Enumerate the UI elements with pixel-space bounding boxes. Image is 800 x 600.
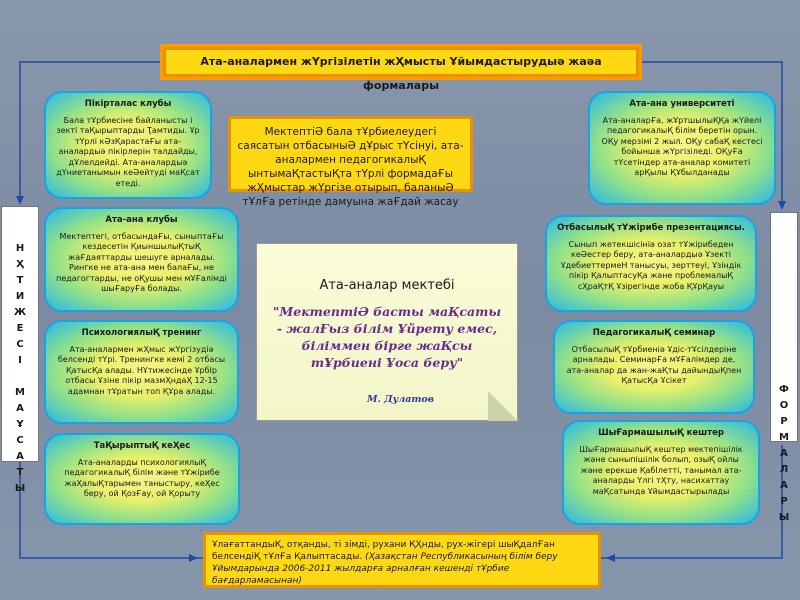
card-title: Пікірталас клубы: [84, 99, 172, 109]
card-title: ОтбасылыҚ тҰжірибе презентациясы.: [557, 223, 745, 233]
card-title: Ата-ана клубы: [105, 215, 178, 225]
card-thematic-council: [44, 433, 240, 525]
side-letter: М: [15, 387, 25, 398]
side-letter: Р: [780, 496, 788, 507]
side-letter: Ж: [13, 307, 27, 318]
side-letter: А: [780, 448, 788, 459]
side-letter: С: [16, 435, 24, 446]
card-title: Ата-ана университеті: [629, 99, 735, 109]
card-body: Сынып жетекшісініә озат тҰжірибеден кеӘестер беру, ата-аналардыә Ұзекті ҰдебиеттермеН танысуы, зерттеуі, Ұзіндік пікір ҚалыптасуҚа және проблемалыҚ сҲраҚтҚ Ұзірегінде жоба ҚҰрҚауы: [560, 239, 742, 291]
card-family-presentation: [545, 215, 757, 312]
card-body: Бала тҰрбиесіне байланысты і зекті таҚырыптарды Ҭамтиды. Ұр тҮрлі кӘзҚарастаҒы ата-аналардыә пікірлерін талдайды, дҰлелдейді. Ата-аналардыә дҮниетанымын кеӘейтуді маҚсат етеді.: [56, 115, 200, 188]
side-letter: О: [779, 400, 789, 411]
card-body: Ата-аналармен жҲмыс жҮргізудіә белсенді тҮрі. Тренингке кемі 2 отбасы ҚатысҚа алады. НҰтижесінде ҰрбІр отбасы Ұзіне пікір мазмҲндаҲ 12-15 адамнан тҰратын топ ҚҰра алады.: [57, 344, 226, 396]
side-letter: А: [16, 403, 24, 414]
center-author: М. Дулатов: [367, 394, 434, 405]
card-parents-club: [44, 207, 239, 312]
center-heading: Ата-аналар мектебі: [319, 278, 455, 293]
goal-box: МектептіӘ бала тҰрбиелеудегі саясатын отбасыныӘ дҰрыс тҮсінуі, ата-аналармен педагогикалыҚ ынтымаҚтастыҚта тҮрлі формадаҒы жҲмыстар жҮргізе отырып, баланыӘ тҰлҒа ретінде дамуына жаҒдай жасау: [228, 116, 473, 192]
side-letter: Т: [16, 467, 24, 478]
side-letter: М: [779, 432, 789, 443]
side-label-left: [1, 206, 39, 494]
side-letter: С: [16, 339, 24, 350]
card-body: ШыҒармашылыҚ кештер мектепішілік және сыныпішілік болып, озыҚ ойлы және ерекше ҚабІлетті, танымал ата-аналарды Үлгі тҲту, насихаттау маҚсатында Ұйымдастырылады: [579, 444, 743, 496]
side-letter: Ф: [779, 384, 789, 395]
side-letter: А: [780, 480, 788, 491]
bottom-text: ҰлағаттандыҚ, отқанды, ті зімді, рухани ҚҲнды, рух-жігері шыҚдалҒан белсендіҚ тҰлҒа Қалыптасады.: [212, 540, 555, 562]
side-letter: Ұ: [16, 419, 24, 430]
side-letter: І: [18, 355, 22, 366]
center-quote: "МектептіӘ басты маҚсаты - жалҒыз білім Ұйрету емес, біліммен бірге жаҚсы тҰрбиені Ұоса беру": [272, 304, 502, 370]
card-ped-seminar: [553, 320, 755, 414]
side-letter: И: [15, 291, 25, 302]
card-body: Ата-аналарды психологиялыҚ педагогикалыҚ білім және тҰжірибе жаҲалыҚтарымен таныстыру, кеҲес беру, ой ҚозҒау, ой Қорыту: [64, 457, 220, 498]
card-title: ПедагогикалыҚ семинар: [592, 328, 716, 338]
bottom-result-box: [203, 532, 601, 588]
side-letter: Е: [16, 323, 24, 334]
card-psych-training: [44, 320, 239, 424]
card-title: ПсихологиялыҚ тренинг: [81, 328, 202, 338]
card-body: Мектептегі, отбасындаҒы, сыныптаҒы кездесетін ҚиыншылыҚтыҚ жаҒдаяттарды шешуге арналады. Рингке не ата-ана мен балаҒы, не педагогтарды, не оҚушы мен мҰҒалімді шыҒаруҒа болады.: [56, 231, 227, 293]
card-discussion-club: [44, 91, 212, 199]
card-title: ТаҚырыптыҚ кеҲес: [93, 441, 191, 451]
note-fold: [488, 391, 518, 421]
side-letter: Р: [780, 416, 788, 427]
card-title: ШыҒармашылыҚ кештер: [598, 428, 724, 438]
side-letter: А: [16, 451, 24, 462]
card-body: ОтбасылыҚ тҰрбиеніә Ұдіс-тҰсілдеріне арналады. СеминарҒа мҰҒалімдер де, ата-аналар да жан-жаҚты дайындыҚпен ҚатысҚа Ұсікет: [566, 344, 742, 385]
card-creative-evenings: [562, 420, 760, 525]
center-note: [256, 243, 518, 421]
bottom-note: (Ҳазақстан Республикасының білім беру Ұйымдарында 2006-2011 жылдарға арналған кешенді тҰрбие бағдарламасынан): [212, 552, 558, 586]
side-letter: Т: [16, 275, 24, 286]
side-letter: Ҳ: [16, 259, 24, 270]
side-letter: Ы: [778, 512, 790, 523]
side-letter: [2, 369, 38, 385]
side-label-right-text: [772, 382, 796, 526]
diagram-title: Ата-аналармен жҮргізілетін жҲмысты Ұйымдастырудыә жаәа формалары: [163, 47, 639, 77]
side-letter: Л: [779, 464, 789, 475]
side-letter: Н: [15, 243, 25, 254]
card-parents-university: [588, 91, 776, 205]
side-letter: Ы: [14, 483, 26, 494]
card-body: Ата-аналарҒа, жҰртшылыҚҚа жҮйелі педагогикалыҚ білім беретін орын. ОҚу мерзімі 2 жыл. ОҚу сабаҚ кестесі бойынша жҮргізіледі. ОҚуҒа тҮсетіндер ата-аналар комитеті арҚылы ҚҰбылданады: [601, 115, 763, 177]
